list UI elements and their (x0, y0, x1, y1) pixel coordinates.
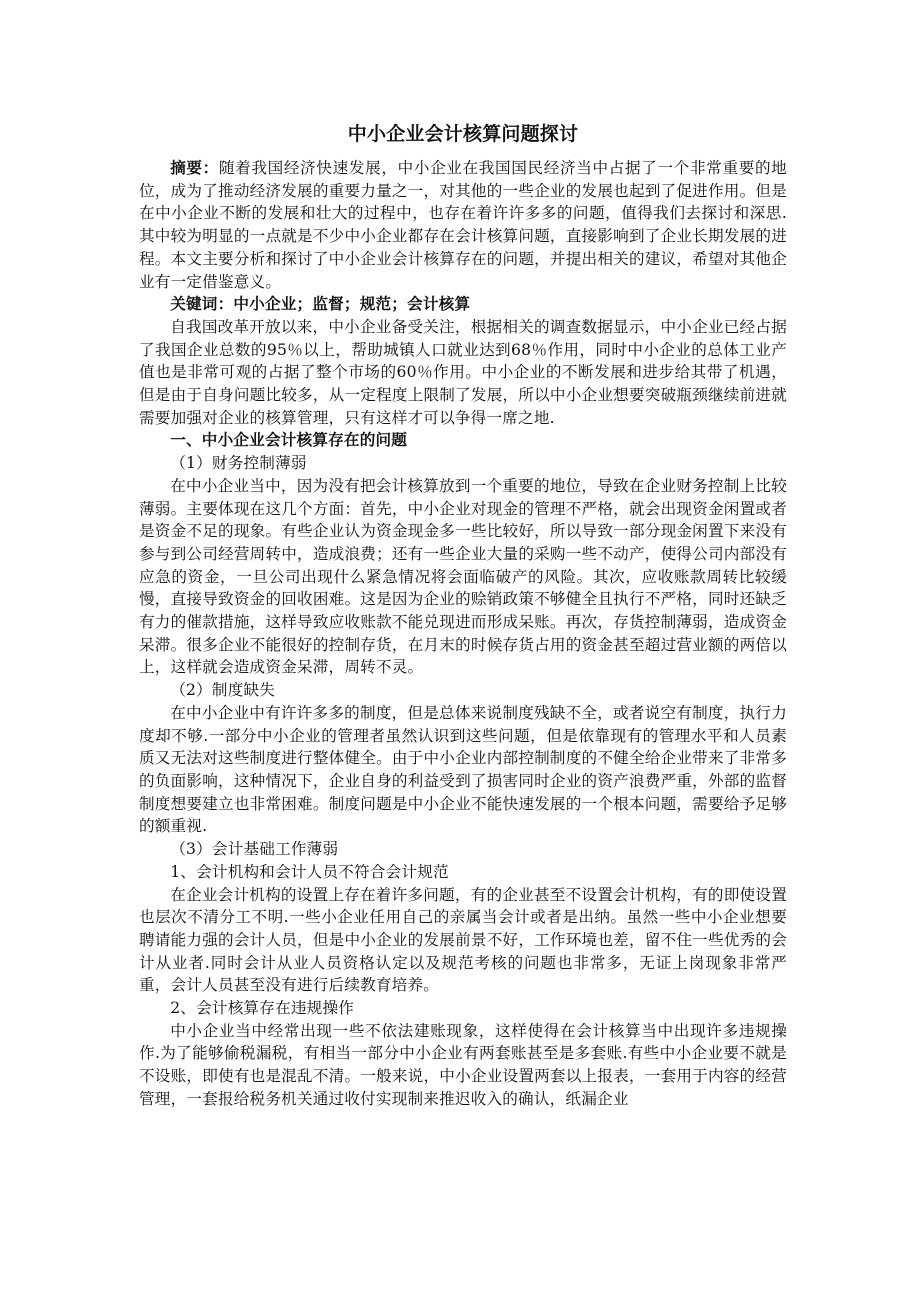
item-1-heading: 1、会计机构和会计人员不符合会计规范 (170, 862, 449, 881)
subsection-2-paragraph: 在中小企业中有许许多多的制度，但是总体来说制度残缺不全，或者说空有制度，执行力度却不够.一部分中小企业的管理者虽然认识到这些问题，但是依靠现有的管理水平和人员素质又无法对这些制度进行整体健全。由于中小企业内部控制制度的不健全给企业带来了非常多的负面影响，这种情况下，企业自身的利益受到了损害同时企业的资产浪费严重，外部的监督制度想要建立也非常困难。制度问题是中小企业不能快速发展的一个根本问题，需要给予足够的额重视. (139, 703, 787, 836)
subsection-3-heading: （3）会计基础工作薄弱 (170, 840, 339, 859)
document-body (139, 121, 787, 1111)
section-1-heading: 一、中小企业会计核算存在的问题 (170, 431, 408, 450)
abstract-paragraph (139, 157, 787, 293)
document-title: 中小企业会计核算问题探讨 (347, 123, 579, 145)
intro-paragraph: 自我国改革开放以来，中小企业备受关注，根据相关的调查数据显示，中小企业已经占据了我国企业总数的95％以上，帮助城镇人口就业达到68％作用，同时中小企业的总体工业产值也是非常可观的占据了整个市场的60％作用。中小企业的不断发展和进步给其带了机遇，但是由于自身问题比较多，从一定程度上限制了发展，所以中小企业想要突破瓶颈继续前进就需要加强对企业的核算管理，只有这样才可以争得一席之地. (139, 317, 787, 427)
keywords-line: 关键词：中小企业；监督；规范；会计核算 (170, 295, 471, 314)
abstract-label: 摘要： (170, 159, 219, 177)
abstract-text: 随着我国经济快速发展，中小企业在我国国民经济当中占据了一个非常重要的地位，成为了推动经济发展的重要力量之一，对其他的一些企业的发展也起到了促进作用。但是在中小企业不断的发展和壮大的过程中，也存在着许许多多的问题，值得我们去探讨和深思.其中较为明显的一点就是不少中小企业都存在会计核算问题，直接影响到了企业长期发展的进程。本文主要分析和探讨了中小企业会计核算存在的问题，并提出相关的建议，希望对其他企业有一定借鉴意义。 (139, 159, 787, 291)
subsection-1-heading: （1）财务控制薄弱 (170, 454, 307, 473)
subsection-2-heading: （2）制度缺失 (170, 681, 276, 700)
item-2-paragraph: 中小企业当中经常出现一些不依法建账现象，这样使得在会计核算当中出现许多违规操作.为了能够偷税漏税，有相当一部分中小企业有两套账甚至是多套账.有些中小企业要不就是不设账，即使有也是混乱不清。一般来说，中小企业设置两套以上报表，一套用于内容的经营管理，一套报给税务机关通过收付实现制来推迟收入的确认，纸漏企业 (139, 1021, 787, 1108)
subsection-1-paragraph: 在中小企业当中，因为没有把会计核算放到一个重要的地位，导致在企业财务控制上比较薄弱。主要体现在这几个方面：首先，中小企业对现金的管理不严格，就会出现资金闲置或者是资金不足的现象。有些企业认为资金现金多一些比较好，所以导致一部分现金闲置下来没有参与到公司经营周转中，造成浪费；还有一些企业大量的采购一些不动产，使得公司内部没有应急的资金，一旦公司出现什么紧急情况将会面临破产的风险。其次，应收账款周转比较缓慢，直接导致资金的回收困难。这是因为企业的赊销政策不够健全且执行不严格，同时还缺乏有力的催款措施，这样导致应收账款不能兑现进而形成呆账。再次，存货控制薄弱，造成资金呆滞。很多企业不能很好的控制存货，在月末的时候存货占用的资金甚至超过营业额的两倍以上，这样就会造成资金呆滞，周转不灵。 (139, 476, 787, 677)
item-1-paragraph: 在企业会计机构的设置上存在着许多问题，有的企业甚至不设置会计机构，有的即使设置也层次不清分工不明.一些小企业任用自己的亲属当会计或者是出纳。虽然一些中小企业想要聘请能力强的会计人员，但是中小企业的发展前景不好，工作环境也差，留不住一些优秀的会计从业者.同时会计从业人员资格认定以及规范考核的问题也非常多，无证上岗现象非常严重，会计人员甚至没有进行后续教育培养。 (139, 885, 787, 995)
item-2-heading: 2、会计核算存在违规操作 (170, 999, 355, 1018)
